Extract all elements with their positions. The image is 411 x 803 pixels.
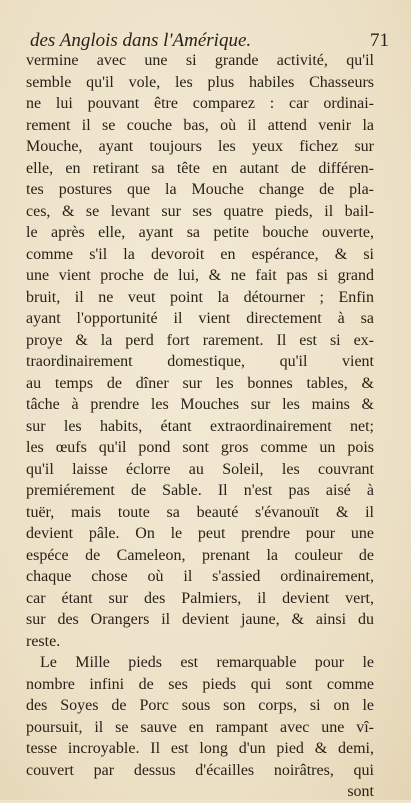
text-line: ces, & se levant sur ses quatre pieds, il bail- [26,202,374,220]
catchword: sont [347,783,374,800]
text-line: nombre infini de ses pieds qui sont comme [26,675,374,693]
text-line: proye & la perd fort rarement. Il est si ex- [26,331,374,349]
text-line: Le Mille pieds est remarquable pour le [40,654,374,671]
text-line: sur les habits, étant extraordinairement net; [26,417,374,435]
text-line: les œufs qu'il pond sont gros comme un pois [26,439,374,456]
text-line: au temps de dîner sur les bonnes tables, & [26,374,374,392]
text-line: bruit, il ne veut point la détourner ; Enfin [26,288,374,306]
text-line: elle, en retirant sa tête en autant de différen- [26,159,374,177]
text-line: ne lui pouvant être comparez : car ordinai- [26,95,374,112]
text-line: tuër, mais toute sa beauté s'évanouït & il [26,503,374,521]
text-line: rement il se couche bas, où il attend venir la [26,116,374,134]
text-line: le après elle, ayant sa petite bouche ouverte, [26,224,374,241]
text-line: ayant l'opportunité il vient directement à sa [26,310,374,327]
text-line: comme s'il la devoroit en espérance, & si [26,245,374,263]
text-line: Mouche, ayant toujours les yeux fichez sur [26,138,374,155]
text-line: devient pâle. On le peut prendre pour une [26,525,374,542]
text-line: poursuit, il se sauve en rampant avec une vî- [26,718,374,736]
page-number: 71 [370,30,389,51]
text-line: espéce de Cameleon, prenant la couleur de [26,546,374,564]
running-title: des Anglois dans l'Amérique. [30,30,252,51]
text-line: semble qu'il vole, les plus habiles Chasseurs [26,73,374,91]
text-line: traordinairement domestique, qu'il vient [26,353,374,370]
text-line: tâche à prendre les Mouches sur les mains & [26,396,374,413]
body-text [26,50,374,803]
text-line: qu'il laisse éclorre au Soleil, les couvrant [26,460,374,478]
text-line: sur des Orangers il devient jaune, & ainsi du [26,611,374,628]
text-line: tes postures que la Mouche change de pla- [26,181,374,198]
text-line: des Soyes de Porc sous son corps, si on le [26,697,374,714]
text-line: car étant sur des Palmiers, il devient vert, [26,589,374,607]
text-line: une vient proche de lui, & ne fait pas si grand [26,267,374,284]
text-line: vermine avec une si grande activité, qu'il [26,52,374,69]
text-line: chaque chose où il s'assied ordinairement, [26,568,374,585]
text-line: premiérement de Sable. Il n'est pas aisé à [26,482,374,499]
text-line: reste. [26,632,61,650]
text-line: couvert par dessus d'écailles noirâtres, qui [26,761,374,779]
text-line: tesse incroyable. Il est long d'un pied & demi, [26,740,374,757]
